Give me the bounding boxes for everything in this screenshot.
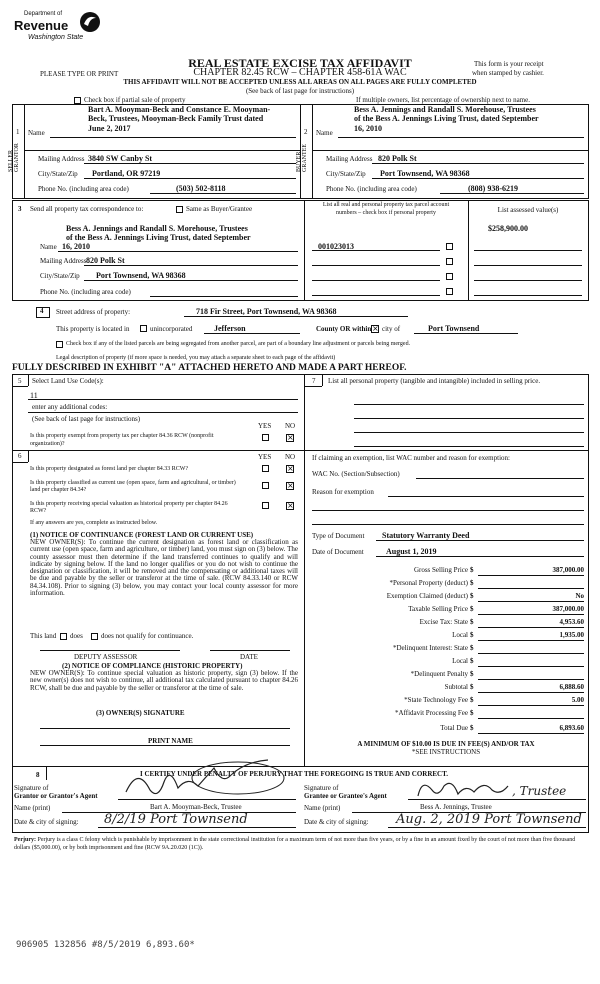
notice-continuance-title: (1) NOTICE OF CONTINUANCE (FOREST LAND OR CURRENT USE) xyxy=(30,531,254,539)
tax-row xyxy=(306,603,586,616)
buyer-city-label: City/State/Zip xyxy=(326,170,366,178)
receipt-note-2: when stamped by cashier. xyxy=(472,69,544,77)
logo-line2: Revenue xyxy=(14,18,69,33)
tax-row-value[interactable]: 387,000.00 xyxy=(552,605,584,613)
tax-row xyxy=(306,707,586,720)
section-2-number: 2 xyxy=(304,128,308,136)
within-city-checkbox[interactable]: × xyxy=(372,324,379,333)
perjury-text: Perjury is a class C felony which is punishable by imprisonment in the state correctional institution for a maximum term of not more than five years, or by a fine in an amount fixed by the court of not more than five thousand dollars ($5,000.00), or by both imprisonment and fine (RCW 9A.20.020 (1C)). xyxy=(14,837,576,851)
current-use-no-checkbox[interactable]: × xyxy=(287,481,294,490)
dollar-sign: $ xyxy=(470,579,474,587)
perjury-label: Perjury: xyxy=(14,837,36,843)
dollar-sign: $ xyxy=(470,724,474,732)
forest-yes-checkbox[interactable] xyxy=(262,465,269,472)
additional-codes-label: enter any additional codes: xyxy=(32,403,108,411)
buyer-name-line2: of the Bess A. Jennings Living Trust, dated September xyxy=(354,114,539,123)
parcel-number[interactable]: 001023013 xyxy=(318,242,354,251)
any-yes-instructions: If any answers are yes, complete as instructed below. xyxy=(30,520,158,526)
tax-row-value[interactable]: 6,893.60 xyxy=(559,724,584,732)
seller-phone[interactable]: (503) 502-8118 xyxy=(176,184,226,193)
date-label: DATE xyxy=(240,653,258,661)
corr-name-line3: 16, 2010 xyxy=(62,242,90,251)
buyer-name-line1: Bess A. Jennings and Randall S. Morehouse, Trustees xyxy=(354,105,536,114)
historic-question: Is this property receiving special valuation as historical property per chapter 84.26 RCW? xyxy=(30,501,228,514)
does-not-checkbox[interactable] xyxy=(91,633,98,640)
tax-row-value[interactable]: 1,935.00 xyxy=(559,631,584,639)
parcel-4-personal-checkbox[interactable] xyxy=(446,288,453,295)
seller-city-label: City/State/Zip xyxy=(38,170,78,178)
seller-phone-label: Phone No. (including area code) xyxy=(38,185,129,193)
tax-row-value[interactable]: 6,888.60 xyxy=(559,683,584,691)
seller-name-line1: Bart A. Mooyman-Beck and Constance E. Mooyman- xyxy=(88,105,271,114)
tax-row-value[interactable]: 4,953.60 xyxy=(559,618,584,626)
notice-compliance-title: (2) NOTICE OF COMPLIANCE (HISTORIC PROPERTY) xyxy=(62,662,243,670)
seller-name-line3: June 2, 2017 xyxy=(88,124,131,133)
document-date[interactable]: August 1, 2019 xyxy=(386,547,437,556)
county-value[interactable]: Jefferson xyxy=(214,324,246,333)
buyer-city[interactable]: Port Townsend, WA 98368 xyxy=(380,169,470,178)
tax-row-value[interactable]: No xyxy=(575,592,584,600)
please-type: PLEASE TYPE OR PRINT xyxy=(40,70,119,78)
segregated-checkbox[interactable] xyxy=(56,341,63,348)
buyer-name-label: Name xyxy=(316,129,333,137)
tax-row-value[interactable]: 5.00 xyxy=(571,696,584,704)
tax-row-label: Total Due xyxy=(440,724,468,732)
corr-phone-label: Phone No. (including area code) xyxy=(40,288,131,296)
personal-property-label: List all personal property (tangible and intangible) included in selling price. xyxy=(328,377,541,385)
dollar-sign: $ xyxy=(470,657,474,665)
dollar-sign: $ xyxy=(470,709,474,717)
tax-row-label: Local xyxy=(452,631,468,639)
grantor-date-city-label: Date & city of signing: xyxy=(14,818,79,826)
historic-no-checkbox[interactable]: × xyxy=(287,501,294,510)
completion-warning: THIS AFFIDAVIT WILL NOT BE ACCEPTED UNLESS ALL AREAS ON ALL PAGES ARE FULLY COMPLETED xyxy=(123,78,477,86)
section-6-no-header: NO xyxy=(285,453,296,461)
dollar-sign: $ xyxy=(470,605,474,613)
dollar-sign: $ xyxy=(470,618,474,626)
land-use-value[interactable]: 11 xyxy=(30,391,38,400)
section-7-number: 7 xyxy=(312,377,316,385)
tax-row xyxy=(306,642,586,655)
tax-row-label: Taxable Selling Price xyxy=(408,605,468,613)
tax-row xyxy=(306,655,586,668)
tax-row xyxy=(306,722,586,735)
city-value[interactable]: Port Townsend xyxy=(428,324,480,333)
assessed-value: $258,900.00 xyxy=(488,224,528,233)
current-use-yes-checkbox[interactable] xyxy=(262,482,269,489)
grantee-sig-suffix: , Trustee xyxy=(512,784,567,798)
land-use-see-back: (See back of last page for instructions) xyxy=(32,415,141,423)
seller-name-line2: Beck, Trustees, Mooyman-Beck Family Trust dated xyxy=(88,114,264,123)
legal-description: FULLY DESCRIBED IN EXHIBIT "A" ATTACHED HERETO AND MADE A PART HEREOF. xyxy=(12,363,407,373)
same-as-buyer-checkbox[interactable] xyxy=(176,206,183,213)
seller-mailing[interactable]: 3840 SW Canby St xyxy=(88,154,153,163)
certification-statement: I CERTIFY UNDER PENALTY OF PERJURY THAT THE FOREGOING IS TRUE AND CORRECT. xyxy=(140,770,449,778)
grantor-sig-label-1: Signature of xyxy=(14,784,49,792)
buyer-mailing[interactable]: 820 Polk St xyxy=(378,154,417,163)
unincorporated-checkbox[interactable] xyxy=(140,325,147,332)
document-type-label: Type of Document xyxy=(312,532,365,540)
buyer-side-label: BUYER GRANTEE xyxy=(296,144,308,172)
document-date-label: Date of Document xyxy=(312,548,364,556)
historic-yes-checkbox[interactable] xyxy=(262,502,269,509)
receipt-note-1: This form is your receipt xyxy=(474,60,544,68)
grantor-signature xyxy=(118,756,288,802)
tax-row xyxy=(306,668,586,681)
grantee-name-label: Name (print) xyxy=(304,804,341,812)
tax-row xyxy=(306,694,586,707)
corr-name-line1: Bess A. Jennings and Randall S. Morehouse, Trustees xyxy=(66,224,248,233)
seller-name-label: Name xyxy=(28,129,45,137)
logo-swirl-icon xyxy=(78,10,102,34)
section-6-yes-header: YES xyxy=(258,453,272,461)
corr-name-label: Name xyxy=(40,243,57,251)
dollar-sign: $ xyxy=(470,631,474,639)
section-6-number: 6 xyxy=(18,452,22,460)
parcel-header-2: numbers – check box if personal property xyxy=(336,210,436,216)
wac-label: WAC No. (Section/Subsection) xyxy=(312,470,400,478)
unincorporated-label: unincorporated xyxy=(150,325,193,333)
notice-continuance-body: NEW OWNER(S): To continue the current designation as forest land or classification as current use (open space, farm and agriculture, or timber) land, you must sign on (3) below. The county assessor must then determine if the land transferred continues to qualify and will indicate by signing below. If the land no longer qualifies or you do not wish to continue the designation or classification, it will be removed and the compensating or additional taxes will be due and payable by the seller or transferor at the time of sale. (RCW 84.33.140 or RCW 84.34.108). Prior to signing (3) below, you may contact your local county assessor for more information. xyxy=(30,538,298,598)
perjury-statement xyxy=(14,836,588,852)
buyer-mailing-label: Mailing Address xyxy=(326,155,373,163)
exemption-reason-label: Reason for exemption xyxy=(312,488,374,496)
multiple-owners-label: If multiple owners, list percentage of ownership next to name. xyxy=(356,96,530,104)
dollar-sign: $ xyxy=(470,670,474,678)
dor-logo xyxy=(12,8,112,44)
forest-land-question: Is this property designated as forest land per chapter 84.33 RCW? xyxy=(30,466,189,472)
exempt-no-checkbox[interactable]: × xyxy=(287,433,294,442)
grantor-sig-label-2: Grantor or Grantor's Agent xyxy=(14,792,98,800)
grantee-print-name: Bess A. Jennings, Trustee xyxy=(420,803,492,811)
corr-name-line2: of the Bess A. Jennings Living Trust, dated September xyxy=(66,233,251,242)
grantee-sig-label-2: Grantee or Grantee's Agent xyxy=(304,792,387,800)
tax-row xyxy=(306,681,586,694)
send-correspondence-label: Send all property tax correspondence to: xyxy=(30,205,144,213)
tax-row-label: Local xyxy=(452,657,468,665)
does-label: does xyxy=(70,632,83,640)
assessed-header: List assessed value(s) xyxy=(497,206,559,214)
grantee-date-city[interactable]: Aug. 2, 2019 Port Townsend xyxy=(396,812,582,827)
corr-city[interactable]: Port Townsend, WA 98368 xyxy=(96,271,186,280)
tax-row-label: Subtotal xyxy=(444,683,468,691)
buyer-phone[interactable]: (808) 938-6219 xyxy=(468,184,518,193)
logo-line1: Department of xyxy=(24,11,63,17)
buyer-name-line3: 16, 2010 xyxy=(354,124,382,133)
grantee-date-city-label: Date & city of signing: xyxy=(304,818,369,826)
tax-row xyxy=(306,564,586,577)
does-not-label: does not qualify for continuance. xyxy=(101,632,194,640)
city-of-label: city of xyxy=(382,325,401,333)
seller-side-label: SELLER GRANTOR xyxy=(8,143,20,172)
section-5-no-header: NO xyxy=(285,422,296,430)
same-as-buyer-label: Same as Buyer/Grantee xyxy=(186,205,253,213)
tax-row-label: Excise Tax: State xyxy=(419,618,468,626)
section-1-number: 1 xyxy=(16,128,20,136)
this-land-label: This land xyxy=(30,632,57,640)
dollar-sign: $ xyxy=(470,683,474,691)
dollar-sign: $ xyxy=(470,592,474,600)
section-3-number: 3 xyxy=(18,205,22,213)
dollar-sign: $ xyxy=(470,566,474,574)
parcel-2-personal-checkbox[interactable] xyxy=(446,258,453,265)
form-subtitle: CHAPTER 82.45 RCW – CHAPTER 458-61A WAC xyxy=(193,67,407,78)
forest-no-checkbox[interactable]: × xyxy=(287,464,294,473)
property-street[interactable]: 718 Fir Street, Port Townsend, WA 98368 xyxy=(196,307,337,316)
parcel-header-1: List all real and personal property tax parcel account xyxy=(322,202,450,208)
tax-row-label: Exemption Claimed (deduct) xyxy=(386,592,468,600)
grantor-name-label: Name (print) xyxy=(14,804,51,812)
form-title: REAL ESTATE EXCISE TAX AFFIDAVIT xyxy=(188,56,412,70)
tax-row-label: Gross Selling Price xyxy=(413,566,468,574)
tax-row-label: *Personal Property (deduct) xyxy=(389,579,468,587)
tax-row-value[interactable]: 387,000.00 xyxy=(552,566,584,574)
parcel-1-personal-checkbox[interactable] xyxy=(446,243,453,250)
tax-row xyxy=(306,590,586,603)
tax-row-label: *Delinquent Penalty xyxy=(410,670,468,678)
owner-signature-label: (3) OWNER(S) SIGNATURE xyxy=(96,709,185,717)
parcel-3-personal-checkbox[interactable] xyxy=(446,273,453,280)
tax-row xyxy=(306,577,586,590)
logo-line3: Washington State xyxy=(28,34,84,41)
current-use-question: Is this property classified as current use (open space, farm and agricultural, or timber) land per chapter 84.34? xyxy=(30,480,236,493)
section-5-number: 5 xyxy=(18,377,22,385)
grantee-signature xyxy=(412,776,512,802)
segregated-label: Check box if any of the listed parcels are being segregated from another parcel, are part of a boundary line adjustment or parcels being merged. xyxy=(66,341,411,347)
minimum-fee-note: A MINIMUM OF $10.00 IS DUE IN FEE(S) AND/OR TAX xyxy=(357,740,535,748)
corr-mailing-label: Mailing Address xyxy=(40,257,87,265)
see-back-instructions: (See back of last page for instructions) xyxy=(245,87,355,95)
dollar-sign: $ xyxy=(470,644,474,652)
section-4-number: 4 xyxy=(40,307,44,315)
seller-city[interactable]: Portland, OR 97219 xyxy=(92,169,161,178)
grantor-print-name: Bart A. Mooyman-Beck, Trustee xyxy=(150,803,242,811)
tax-row-label: *State Technology Fee xyxy=(404,696,468,704)
tax-row xyxy=(306,616,586,629)
seller-mailing-label: Mailing Address xyxy=(38,155,85,163)
tax-table xyxy=(306,564,586,754)
section-5-yes-header: YES xyxy=(258,422,272,430)
partial-sale-checkbox[interactable] xyxy=(74,97,81,104)
exempt-question: Is this property exempt from property tax per chapter 84.36 RCW (nonprofit organization)? xyxy=(30,433,214,447)
tax-row xyxy=(306,629,586,642)
section-8-number: 8 xyxy=(36,771,40,779)
tax-row-label: *Affidavit Processing Fee xyxy=(395,709,468,717)
exemption-claim-label: If claiming an exemption, list WAC number and reason for exemption: xyxy=(312,454,510,462)
notice-compliance-body: NEW OWNER(S): To continue special valuation as historic property, sign (3) below. If the new owner(s) does not wish to continue, all additional tax calculated pursuant to chapter 84.26 RCW, shall be due and payable by the seller or transferor at the time of sale. xyxy=(30,669,298,692)
grantee-sig-label-1: Signature of xyxy=(304,784,339,792)
tax-row-label: *Delinquent Interest: State xyxy=(392,644,468,652)
receipt-stamp: 906905 132856 #8/5/2019 6,893.60* xyxy=(16,940,195,950)
county-label: County OR within xyxy=(316,325,372,333)
street-label: Street address of property: xyxy=(56,308,131,316)
corr-mailing[interactable]: 820 Polk St xyxy=(86,256,125,265)
corr-city-label: City/State/Zip xyxy=(40,272,80,280)
exempt-yes-checkbox[interactable] xyxy=(262,434,269,441)
partial-sale-label: Check box if partial sale of property xyxy=(84,96,186,104)
grantor-date-city[interactable]: 8/2/19 Port Townsend xyxy=(104,812,248,827)
legal-description-label: Legal description of property (if more space is needed, you may attach a separate sheet to each page of the affidavit) xyxy=(56,355,336,361)
does-checkbox[interactable] xyxy=(60,633,67,640)
buyer-phone-label: Phone No. (including area code) xyxy=(326,185,417,193)
document-type[interactable]: Statutory Warranty Deed xyxy=(382,531,470,540)
dollar-sign: $ xyxy=(470,696,474,704)
located-label: This property is located in xyxy=(56,325,130,333)
deputy-assessor-label: DEPUTY ASSESSOR xyxy=(74,653,138,661)
see-instructions-note: *SEE INSTRUCTIONS xyxy=(411,748,481,756)
land-use-label: Select Land Use Code(s): xyxy=(32,377,104,385)
print-name-label: PRINT NAME xyxy=(148,737,193,745)
